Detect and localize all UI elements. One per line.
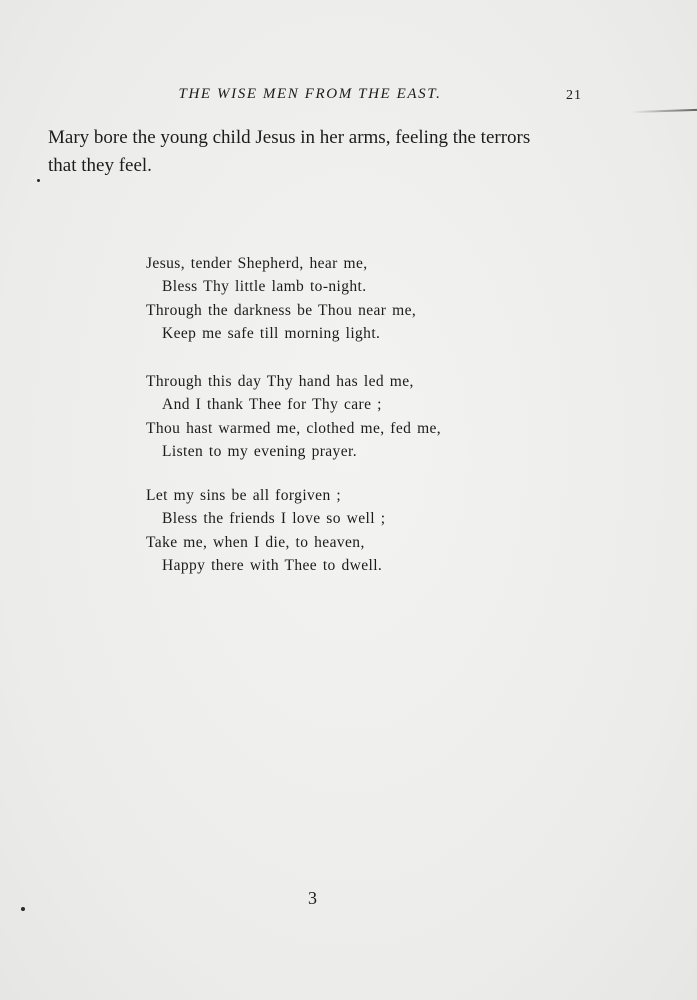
verse-line: Through the darkness be Thou near me, (146, 301, 417, 319)
page-edge-mark (632, 109, 697, 113)
verse-line: Happy there with Thee to dwell. (162, 556, 383, 574)
prose-paragraph (48, 124, 608, 180)
print-speck (21, 907, 25, 911)
verse-line: Jesus, tender Shepherd, hear me, (146, 255, 368, 272)
signature-mark: 3 (308, 888, 317, 908)
poem-stanza-1 (146, 252, 416, 345)
verse-line: Keep me safe till morning light. (162, 324, 381, 342)
poem-stanza-3 (146, 484, 385, 577)
verse-line: Listen to my evening prayer. (162, 442, 357, 460)
page-number: 21 (566, 88, 582, 103)
prose-line: Mary bore the young child Jesus in her arms, feeling the terrors (48, 127, 531, 148)
running-title: THE WISE MEN FROM THE EAST. (178, 86, 442, 102)
verse-line: Bless Thy little lamb to-night. (162, 278, 367, 296)
verse-line: And I thank Thee for Thy care ; (162, 396, 382, 414)
verse-line: Bless the friends I love so well ; (162, 510, 386, 528)
verse-line: Thou hast warmed me, clothed me, fed me, (146, 419, 442, 437)
verse-line: Take me, when I die, to heaven, (146, 533, 365, 551)
verse-line: Through this day Thy hand has led me, (146, 373, 414, 390)
poem-stanza-2 (146, 370, 441, 463)
print-speck (37, 179, 40, 182)
verse-line: Let my sins be all forgiven ; (146, 487, 342, 504)
prose-line: that they feel. (48, 155, 152, 176)
